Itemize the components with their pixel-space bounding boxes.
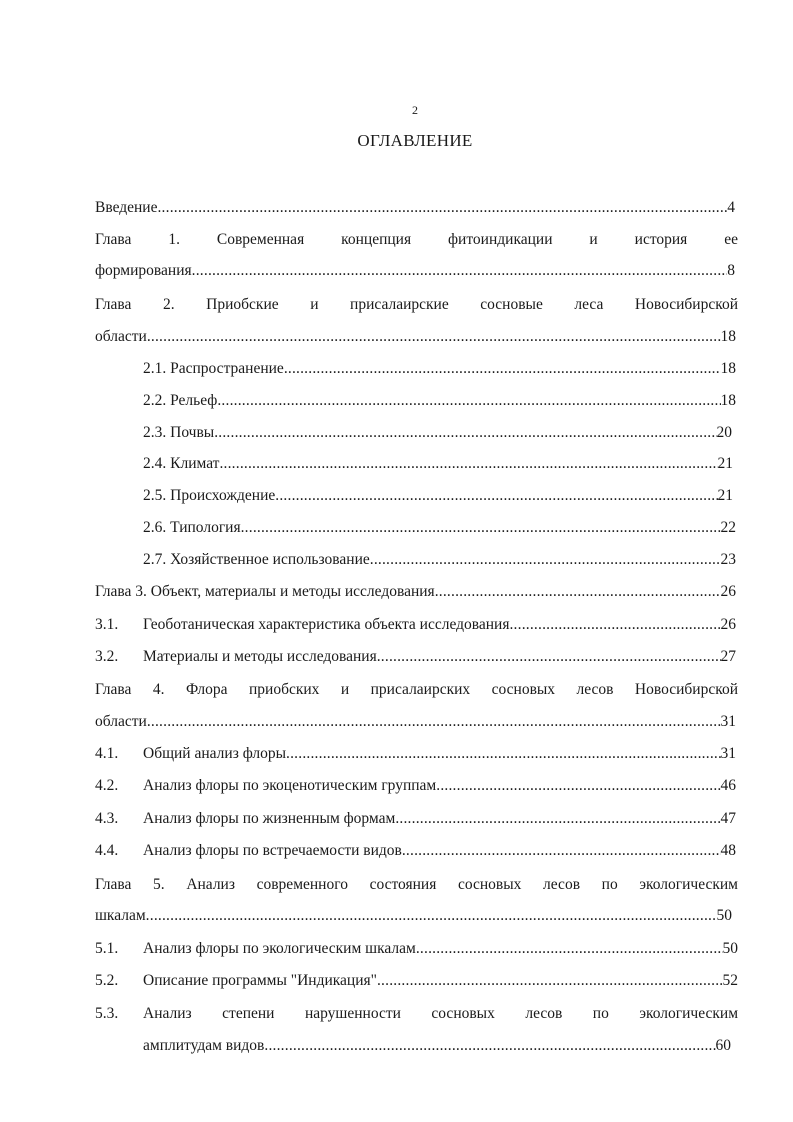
toc-entry-ch4-line1[interactable]: Глава 4. Флора приобских и присалаирских сосновых лесов Новосибирской <box>95 681 738 698</box>
toc-page: 60 <box>715 1037 731 1054</box>
toc-label: Анализ флоры по жизненным формам <box>143 810 396 827</box>
toc-page: 52 <box>722 972 738 989</box>
toc-number: 5.2. <box>95 972 119 989</box>
leader-dots <box>402 840 721 862</box>
toc-entry-ch4-line2[interactable] <box>95 711 736 733</box>
toc-entry-intro[interactable] <box>95 197 735 219</box>
leader-dots <box>147 326 721 348</box>
toc-label: шкалам <box>95 907 146 924</box>
toc-page: 22 <box>720 519 736 536</box>
toc-label: Анализ степени нарушенности сосновых лесов по экологическим <box>143 1005 738 1022</box>
toc-label: Материалы и методы исследования <box>143 648 377 665</box>
toc-entry-4-2[interactable] <box>95 775 736 797</box>
toc-entry-2-2[interactable] <box>143 390 736 412</box>
leader-dots <box>157 197 727 219</box>
leader-dots <box>264 1035 715 1057</box>
toc-page: 27 <box>720 648 736 665</box>
toc-label: 2.3. Почвы <box>143 424 215 441</box>
toc-number: 4.4. <box>95 842 119 859</box>
toc-label: 2.2. Рельеф <box>143 392 218 409</box>
toc-page: 23 <box>720 551 736 568</box>
toc-entry-ch2-line2[interactable] <box>95 326 736 348</box>
toc-page: 50 <box>716 907 732 924</box>
toc-entry-2-4[interactable] <box>143 453 733 475</box>
toc-entry-5-3-line1[interactable] <box>95 1003 738 1025</box>
toc-label: Анализ флоры по экологическим шкалам <box>143 940 416 957</box>
toc-number: 3.1. <box>95 616 119 633</box>
toc-page: 21 <box>717 455 733 472</box>
toc-entry-4-3[interactable] <box>95 808 736 830</box>
leader-dots <box>377 970 723 992</box>
toc-entry-2-5[interactable] <box>143 485 733 507</box>
leader-dots <box>370 549 721 571</box>
toc-entry-4-1[interactable] <box>95 743 736 765</box>
toc-page: 18 <box>720 360 736 377</box>
leader-dots <box>275 485 717 507</box>
toc-page: 21 <box>717 487 733 504</box>
toc-entry-ch1-line2[interactable] <box>95 260 735 282</box>
toc-label: 2.4. Климат <box>143 455 220 472</box>
leader-dots <box>436 775 720 797</box>
toc-label: области <box>95 328 147 345</box>
toc-label: Общий анализ флоры <box>143 745 287 762</box>
toc-entry-2-7[interactable] <box>143 549 736 571</box>
leader-dots <box>192 260 728 282</box>
toc-entry-5-3-line2[interactable] <box>143 1035 731 1057</box>
toc-entry-5-2[interactable] <box>95 970 738 992</box>
toc-label: 2.5. Происхождение <box>143 487 276 504</box>
toc-entry-ch2-line1[interactable]: Глава 2. Приобские и присалаирские сосновые леса Новосибирской <box>95 296 738 313</box>
leader-dots <box>214 422 716 444</box>
toc-page: 8 <box>727 262 735 279</box>
toc-page: 48 <box>720 842 736 859</box>
leader-dots <box>509 614 720 636</box>
toc-number: 3.2. <box>95 648 119 665</box>
toc-entry-3-1[interactable] <box>95 614 736 636</box>
leader-dots <box>395 808 720 830</box>
toc-page: 46 <box>720 777 736 794</box>
toc-label: Анализ флоры по встречаемости видов <box>143 842 402 859</box>
page-number: 2 <box>412 103 418 117</box>
toc-label: области <box>95 713 147 730</box>
toc-entry-ch5-line2[interactable] <box>95 905 732 927</box>
toc-page: 20 <box>716 424 732 441</box>
toc-page: 26 <box>720 583 736 600</box>
toc-entry-4-4[interactable] <box>95 840 736 862</box>
leader-dots <box>377 646 721 668</box>
toc-label: 2.7. Хозяйственное использование <box>143 551 370 568</box>
toc-number: 4.2. <box>95 777 119 794</box>
toc-number: 5.3. <box>95 1005 119 1022</box>
toc-number: 4.1. <box>95 745 119 762</box>
leader-dots <box>219 453 717 475</box>
toc-page: 26 <box>720 616 736 633</box>
toc-page: 31 <box>720 713 736 730</box>
toc-entry-ch1-line1[interactable]: Глава 1. Современная концепция фитоиндикации и история ее <box>95 231 738 248</box>
toc-number: 5.1. <box>95 940 119 957</box>
toc-entry-ch5-line1[interactable]: Глава 5. Анализ современного состояния сосновых лесов по экологическим <box>95 876 738 893</box>
toc-label: Анализ флоры по экоценотическим группам <box>143 777 437 794</box>
toc-label: 2.6. Типология <box>143 519 241 536</box>
toc-label: амплитудам видов <box>143 1037 265 1054</box>
leader-dots <box>284 358 721 380</box>
toc-label: формирования <box>95 262 192 279</box>
toc-label: Геоботаническая характеристика объекта исследования <box>143 616 510 633</box>
leader-dots <box>416 938 723 960</box>
leader-dots <box>147 711 721 733</box>
toc-page: 31 <box>720 745 736 762</box>
leader-dots <box>241 517 721 539</box>
toc-entry-ch3[interactable] <box>95 581 736 603</box>
leader-dots <box>146 905 717 927</box>
toc-page: 18 <box>720 328 736 345</box>
toc-page: 50 <box>722 940 738 957</box>
toc-entry-5-1[interactable] <box>95 938 738 960</box>
toc-label: 2.1. Распространение <box>143 360 284 377</box>
toc-number: 4.3. <box>95 810 119 827</box>
leader-dots <box>435 581 721 603</box>
leader-dots <box>286 743 720 765</box>
page-title: ОГЛАВЛЕНИЕ <box>357 131 473 150</box>
toc-entry-2-6[interactable] <box>143 517 736 539</box>
toc-entry-2-3[interactable] <box>143 422 732 444</box>
toc-label: Глава 3. Объект, материалы и методы исследования <box>95 583 435 600</box>
toc-entry-3-2[interactable] <box>95 646 736 668</box>
leader-dots <box>217 390 720 412</box>
toc-page: 4 <box>727 199 735 216</box>
toc-label: Описание программы "Индикация" <box>143 972 377 989</box>
toc-page: 47 <box>720 810 736 827</box>
toc-page: 18 <box>720 392 736 409</box>
toc-label: Введение <box>95 199 158 216</box>
toc-entry-2-1[interactable] <box>143 358 736 380</box>
